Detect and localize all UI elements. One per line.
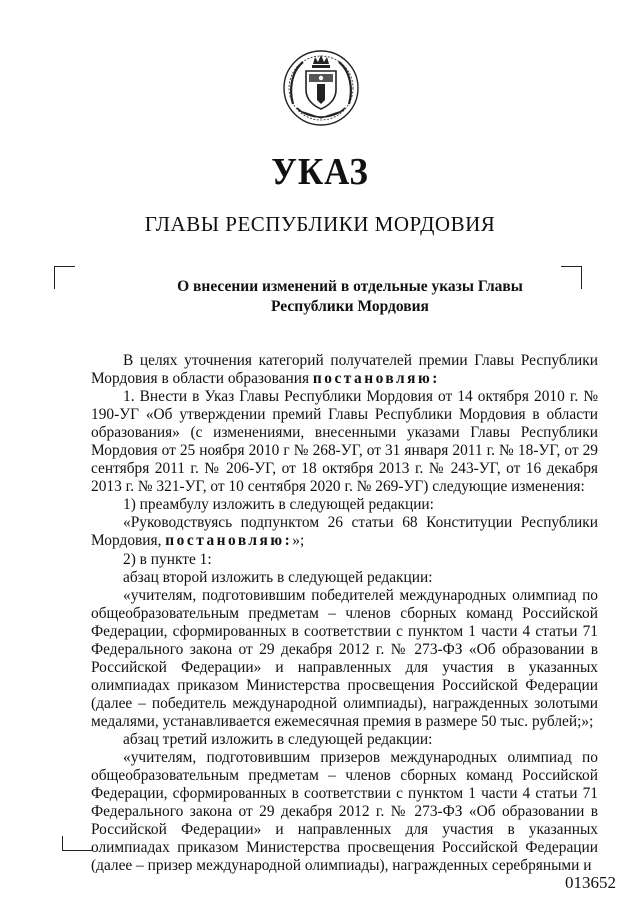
paragraph-winners: «учителям, подготовившим победителей международных олимпиад по общеобразовательным предметам – членов сборных команд Российской Федерации, сформированных в соответствии с пунктом 1 части 4 статьи 71 Федерального закона от 29 декабря 2012 г. № 273-ФЗ «Об образовании в Российской Федерации» и направленных для участия в указанных олимпиадах приказом Министерства просвещения Российской Федерации (далее – победитель международной олимпиады), награжденных золотыми медалями, устанавливается ежемесячная премия в размере 50 тыс. рублей;»; — [91, 586, 598, 730]
quote-end: »; — [292, 532, 305, 550]
decree-body — [91, 352, 598, 875]
decree-heading — [120, 277, 580, 317]
paragraph-new-preamble — [91, 514, 598, 550]
coat-of-arms-icon — [279, 46, 363, 130]
paragraph-abzac-3: абзац третий изложить в следующей редакции: — [123, 730, 433, 748]
document-number: 013652 — [565, 873, 616, 892]
document-title: УКАЗ — [271, 151, 369, 193]
paragraph-abzac-2: абзац второй изложить в следующей редакции: — [123, 568, 433, 586]
decree-word: постановляю: — [312, 370, 440, 388]
heading-line-1: О внесении изменений в отдельные указы Главы — [177, 278, 523, 295]
paragraph-subitem-1: 1) преамбулу изложить в следующей редакции: — [123, 496, 434, 514]
paragraph-subitem-2: 2) в пункте 1: — [123, 550, 212, 568]
document-subtitle: ГЛАВЫ РЕСПУБЛИКИ МОРДОВИЯ — [144, 212, 496, 236]
new-preamble-text: «Руководствуясь подпунктом 26 статьи 68 Конституции Республики Мордовия, — [91, 514, 598, 550]
heading-line-2: Республики Мордовия — [271, 298, 429, 315]
margin-mark-bottom-left — [62, 836, 93, 851]
decree-word-2: постановляю: — [165, 532, 293, 550]
paragraph-prize-winners: «учителям, подготовившим призеров международных олимпиад по общеобразовательным предметам – членов сборных команд Российской Федерации, сформированных в соответствии с пунктом 1 части 4 статьи 71 Федерального закона от 29 декабря 2012 г. № 273-ФЗ «Об образовании в Российской Федерации» и направленных для участия в указанных олимпиадах приказом Министерства просвещения Российской Федерации (далее – призер международной олимпиады), награжденных серебряными и — [91, 749, 598, 875]
preamble-text: В целях уточнения категорий получателей премии Главы Республики Мордовия в области образования — [91, 352, 598, 388]
paragraph-preamble — [91, 352, 598, 388]
corner-mark-top-left — [54, 266, 75, 289]
paragraph-item-1: 1. Внести в Указ Главы Республики Мордовия от 14 октября 2010 г. № 190-УГ «Об утверждении премий Главы Республики Мордовия в области образования» (с изменениями, внесенными указами Главы Республики Мордовия от 25 ноября 2010 г № 268-УГ, от 31 января 2011 г. № 18-УГ, от 29 сентября 2011 г. № 206-УГ, от 18 октября 2013 г. № 243-УГ, от 16 декабря 2013 г. № 321-УГ, от 10 сентября 2020 г. № 269-УГ) следующие изменения: — [91, 388, 598, 496]
